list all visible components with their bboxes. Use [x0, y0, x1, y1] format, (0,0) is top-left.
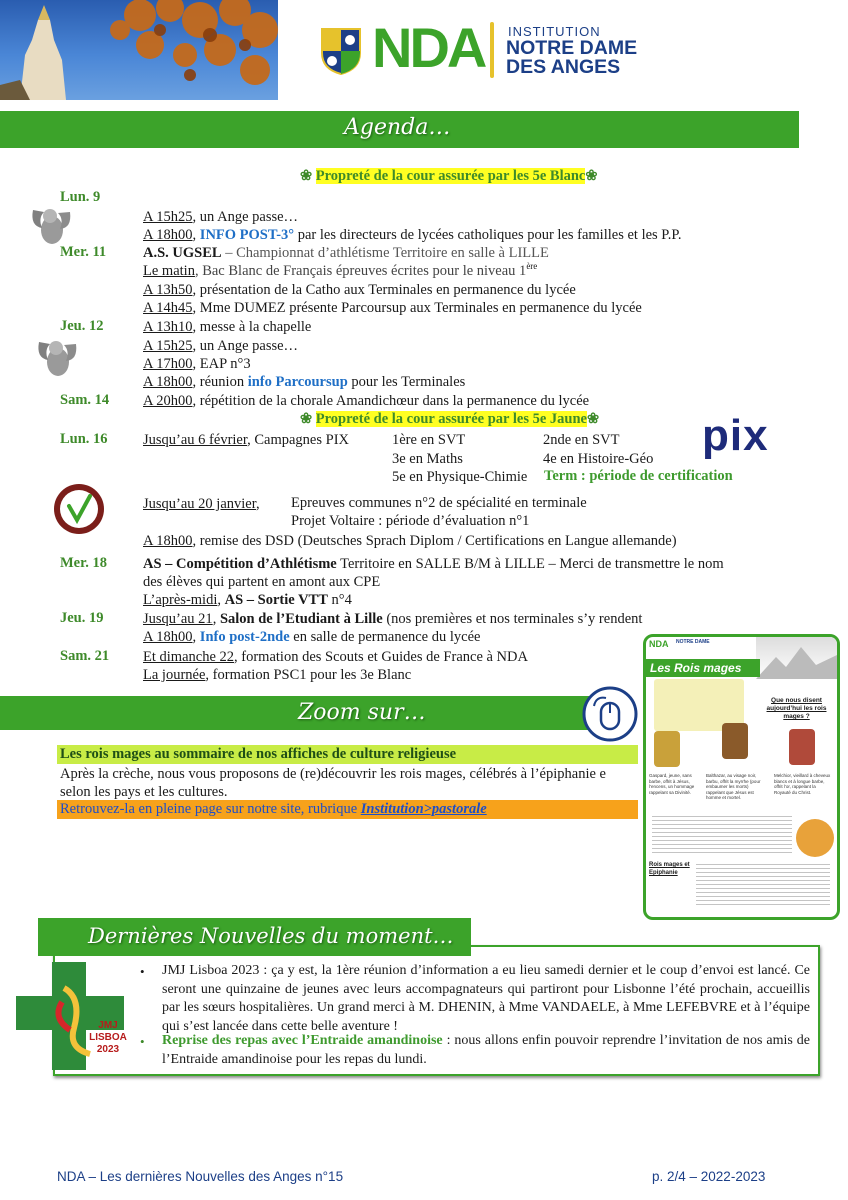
zoom-link-text: Retrouvez-la en pleine page sur notre site, rubrique [60, 801, 361, 817]
pix-levels-col1 [392, 431, 527, 487]
agenda-entry [143, 573, 380, 591]
day-jeu19: Jeu. 19 [60, 610, 104, 626]
entry-highlight: Info post-2nde [199, 629, 290, 645]
entry-time: Jusqu’au 20 janvier [143, 496, 256, 512]
entry-text: , Mme DUMEZ présente Parcoursup aux Terminales en permanence du lycée [192, 300, 642, 316]
poster-institution: NOTRE DAME [676, 639, 710, 645]
entry-text: , [192, 629, 200, 645]
poster-king-icon [789, 729, 815, 765]
institution-name-1: NOTRE DAME [506, 37, 638, 59]
agenda-title: Agenda… [344, 115, 451, 140]
agenda-entry [143, 610, 642, 628]
entry-time: A 18h00 [143, 374, 193, 390]
pix-levels-col2 [543, 431, 653, 468]
flower-icon: ❀ [586, 411, 600, 427]
day-lun16: Lun. 16 [60, 431, 108, 447]
entry-text: , [212, 611, 220, 627]
entry-time: A 18h00 [143, 629, 193, 645]
zoom-body-line: selon les pays et les cultures. [60, 784, 228, 800]
voltaire-certification-icon [52, 482, 106, 541]
bullet-icon: • [140, 964, 145, 979]
entry-text: Projet Voltaire : période d’évaluation n°1 [291, 513, 530, 529]
entry-highlight: INFO POST-3° [199, 227, 295, 243]
jmj-logo [12, 958, 130, 1074]
zoom-body [60, 765, 635, 801]
logo-letters: NDA [372, 16, 485, 79]
entry-text: , messe à la chapelle [192, 319, 312, 335]
poster-text-block [696, 861, 830, 905]
agenda-entry [143, 281, 576, 299]
poster-illustration [756, 637, 837, 679]
entry-time: Jusqu’au 6 février [143, 432, 248, 448]
entry-time: La journée [143, 667, 206, 683]
flower-icon: ❀ [585, 168, 598, 184]
entry-text: pour les Terminales [347, 374, 466, 390]
entry-text: , EAP n°3 [192, 356, 251, 372]
day-mer11: Mer. 11 [60, 244, 107, 260]
entry-text: par les directeurs de lycées catholiques pour les familles et les P.P. [294, 227, 682, 243]
flower-icon: ❀ [300, 411, 316, 427]
institution-label: INSTITUTION [508, 24, 601, 39]
entry-text: des élèves qui partent en amont aux CPE [143, 574, 381, 590]
agenda-entry [143, 495, 260, 513]
entry-time: A 18h00 [143, 533, 193, 549]
entry-text: , [217, 592, 225, 608]
flower-icon: ❀ [300, 168, 316, 184]
entry-highlight: AS – Sortie VTT [224, 592, 328, 608]
entry-time: A 14h45 [143, 300, 193, 316]
entry-text: , un Ange passe… [192, 338, 299, 354]
angel-icon [36, 334, 78, 385]
poster-epiphanie: Rois mages et Epiphanie [649, 862, 690, 876]
entry-text: , formation PSC1 pour les 3e Blanc [205, 667, 412, 683]
news-item-highlight: Reprise des repas avec l’Entraide amandinoise [162, 1033, 443, 1048]
pix-term: Term : période de certification [544, 468, 733, 484]
pix-level: 4e en Histoire-Géo [543, 450, 654, 467]
entry-time: L’après-midi [143, 592, 218, 608]
zoom-link-path[interactable]: Institution>pastorale [360, 801, 487, 817]
agenda-entry [143, 591, 352, 609]
zoom-headline: Les rois mages au sommaire de nos affiches de culture religieuse [57, 745, 638, 764]
poster-galette-icon [796, 819, 834, 857]
school-crest [320, 27, 362, 75]
agenda-entry: A 18h00, INFO POST-3° par les directeurs de lycées catholiques pour les familles et les P.P. [143, 227, 682, 243]
bullet-icon: • [140, 1034, 145, 1049]
agenda-entry [143, 392, 589, 410]
pix-level: 2nde en SVT [543, 432, 620, 448]
agenda-entry [143, 355, 251, 373]
entry-text: , formation des Scouts et Guides de France à NDA [234, 649, 528, 665]
entry-time: A 13h10 [143, 319, 193, 335]
header-photo [0, 0, 278, 100]
agenda-entry [143, 337, 298, 355]
entry-highlight: Salon de l’Etudiant à Lille [219, 611, 383, 627]
entry-text: , réunion [192, 374, 248, 390]
entry-text: , [255, 496, 260, 512]
entry-time: A 15h25 [143, 209, 193, 225]
pix-level: 1ère en SVT [392, 432, 466, 448]
zoom-body-line: Après la crèche, nous vous proposons de (re)découvrir les rois mages, célébrés à l’épiphanie e [60, 766, 606, 782]
pix-level: 3e en Maths [392, 450, 463, 467]
entry-highlight: info Parcoursup [247, 374, 348, 390]
entry-text: , Campagnes PIX [247, 432, 349, 448]
poster-aside: Que nous disent aujourd’hui les rois mages ? [766, 697, 827, 720]
news-item-entraide [162, 1032, 810, 1069]
poster-king-icon [654, 731, 680, 767]
poster-king-icon [722, 723, 748, 759]
entry-text: , Bac Blanc de Français épreuves écrites pour le niveau 1 [194, 263, 527, 279]
agenda-entry [143, 318, 311, 336]
entry-time: A 17h00 [143, 356, 193, 372]
news-item-jmj: JMJ Lisboa 2023 : ça y est, la 1ère réunion d’information a eu lieu samedi dernier et le coup d’envoi est lancé. Ce seront une quinzaine de jeunes avec leurs accompagnateurs qui partiront pour Lisbonne l’été prochain, accueillis par les sœurs hospitalières. Un grand merci à M. DHENIN, à Mme VANDAELE, à Mme LEFEBVRE et à l’équipe qui s’est lancée dans cette belle aventure ! [162, 963, 810, 1034]
entry-text: Territoire en SALLE B/M à LILLE – Merci de transmettre le nom [336, 556, 724, 572]
agenda-entry [143, 628, 480, 646]
entry-text: n°4 [327, 592, 352, 608]
entry-time: A 18h00 [143, 227, 193, 243]
day-sam14: Sam. 14 [60, 392, 110, 408]
zoom-link[interactable] [57, 800, 638, 819]
agenda-entry [143, 208, 298, 226]
cleanliness-notice-1 [300, 168, 598, 185]
agenda-entry [143, 666, 411, 684]
agenda-entry [143, 555, 724, 573]
rois-mages-poster[interactable] [643, 634, 840, 920]
footer-right: p. 2/4 – 2022-2023 [652, 1169, 766, 1184]
cleanliness-notice-2 [300, 411, 599, 428]
poster-logo: NDA [649, 639, 669, 649]
poster-gaspard: Gaspard, jeune, sans barbe, offrit à Jésus, l’encens, un hommage rappelant sa Divinité. [649, 773, 695, 795]
agenda-entry [143, 299, 642, 317]
entry-time: Et dimanche 22 [143, 649, 235, 665]
entry-text: , remise des DSD (Deutsches Sprach Diplom / Certifications en Langue allemande) [192, 533, 677, 549]
entry-text: , répétition de la chorale Amandichœur dans la permanence du lycée [192, 393, 590, 409]
zoom-title: Zoom sur… [298, 700, 426, 725]
entry-time: Jusqu’au 21 [143, 611, 213, 627]
entry-time: Le matin [143, 263, 195, 279]
entry-time: A 20h00 [143, 393, 193, 409]
entry-highlight: A.S. UGSEL [143, 245, 222, 261]
agenda-entry [143, 648, 528, 666]
entry-time: A 13h50 [143, 282, 193, 298]
poster-melchior: Melchior, vieillard à cheveux blancs et à longue barbe, offrit l’or, rappelant la Royauté du Christ. [774, 773, 831, 795]
day-sam21: Sam. 21 [60, 648, 110, 664]
agenda-entry [143, 532, 677, 550]
poster-balthazar: Balthazar, au visage noir, barbu, offrit la myrrhe (pour embaumer les morts) rappelant que Jésus est homme et mortel. [706, 773, 761, 800]
logo-divider [490, 22, 494, 78]
agenda-entry [143, 431, 349, 449]
entry-text: – Championnat d’athlétisme Territoire en salle à LILLE [221, 245, 549, 261]
agenda-entry: Le matin, Bac Blanc de Français épreuves écrites pour le niveau 1ère [143, 261, 538, 279]
poster-title: Les Rois mages [646, 659, 760, 677]
entry-highlight: AS – Compétition d’Athlétisme [143, 556, 337, 572]
entry-text: Epreuves communes n°2 de spécialité en terminale [291, 495, 587, 511]
entry-text: , présentation de la Catho aux Terminales en permanence du lycée [192, 282, 576, 298]
news-item-text: : nous allons enfin pouvoir reprendre l’invitation de nos amis de l’Entraide amandinoise pour les repas du lundi. [162, 1033, 810, 1067]
entry-time: A 15h25 [143, 338, 193, 354]
entry-text: (nos premières et nos terminales s’y rendent [382, 611, 643, 627]
poster-text-block [652, 813, 792, 855]
mouse-icon [582, 686, 638, 747]
news-title: Dernières Nouvelles du moment… [88, 924, 454, 948]
entry-text: , un Ange passe… [192, 209, 299, 225]
cleanliness-text-1: Propreté de la cour assurée par les 5e Blanc [315, 168, 586, 184]
pix-level: 5e en Physique-Chimie [392, 469, 528, 485]
agenda-entry [143, 244, 549, 262]
pix-logo: pix [702, 411, 769, 460]
day-mer18: Mer. 18 [60, 555, 107, 571]
institution-name-2: DES ANGES [506, 56, 621, 78]
entry-text: en salle de permanence du lycée [289, 629, 481, 645]
day-lun9: Lun. 9 [60, 189, 101, 205]
day-jeu12: Jeu. 12 [60, 318, 104, 334]
footer-left: NDA – Les dernières Nouvelles des Anges n°15 [57, 1169, 344, 1184]
jmj-logo-text: JMJ LISBOA 2023 [89, 1020, 127, 1055]
agenda-entry [143, 373, 465, 391]
cleanliness-text-2: Propreté de la cour assurée par les 5e Jaune [315, 411, 587, 427]
